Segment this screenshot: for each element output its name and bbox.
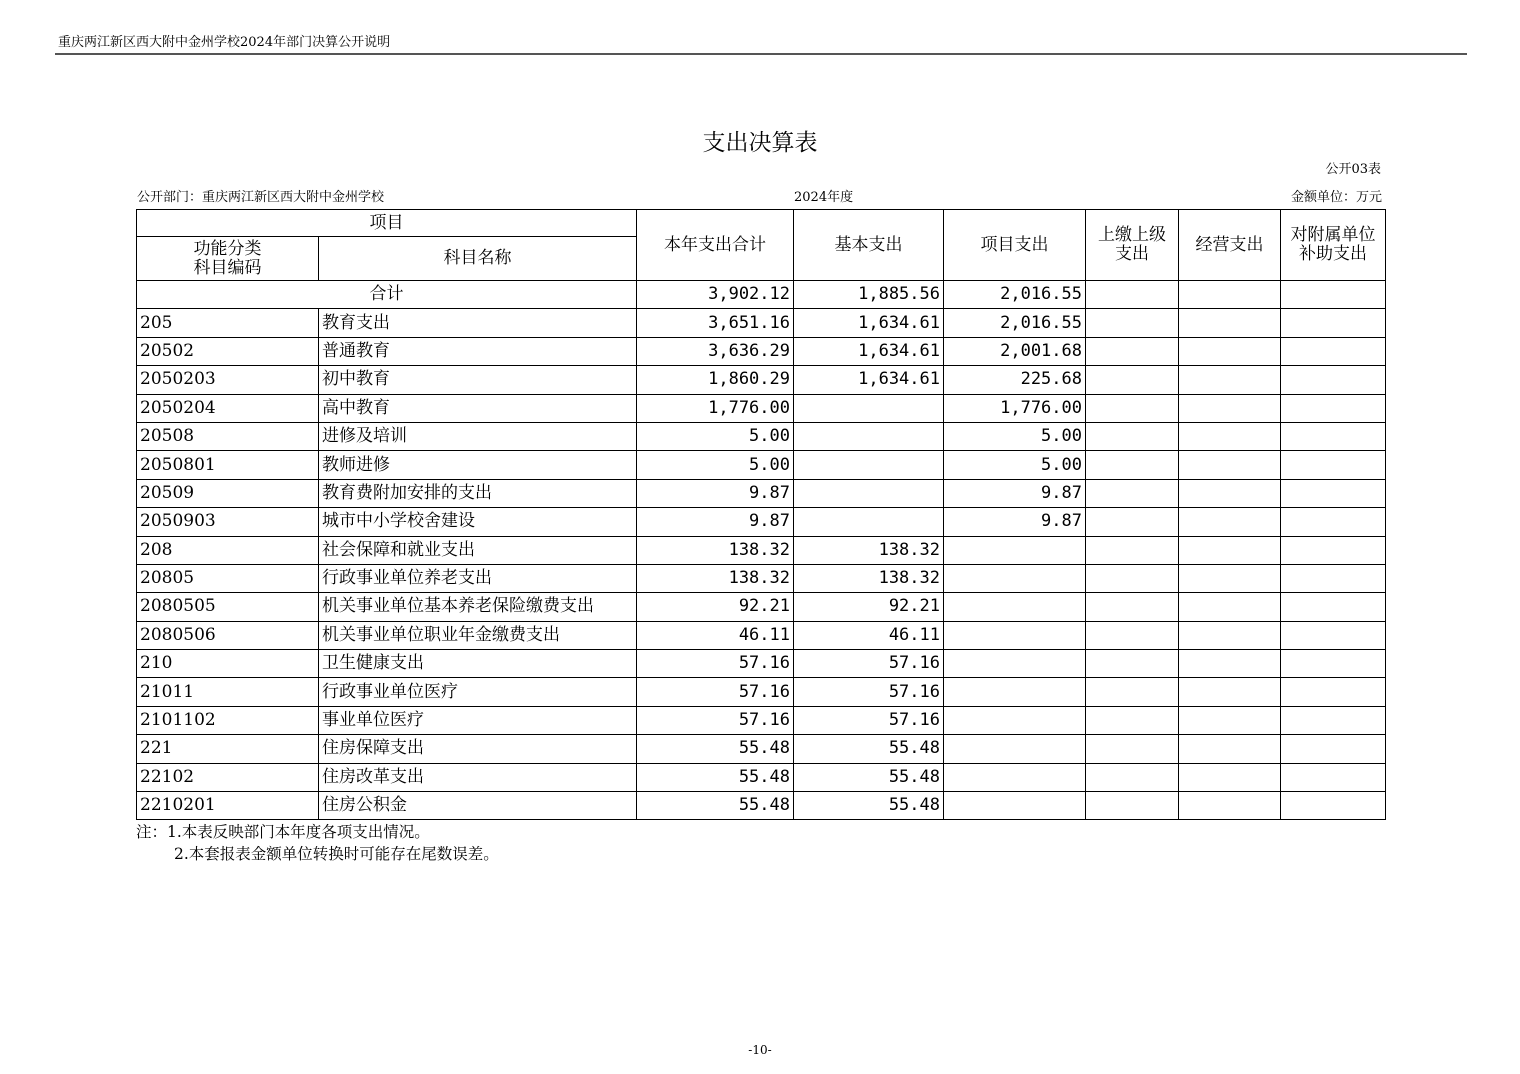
subject-name-cell: 行政事业单位医疗 (319, 678, 637, 706)
table-row (137, 479, 1386, 507)
subject-name-cell: 卫生健康支出 (319, 650, 637, 678)
subsidy-cell (1281, 735, 1386, 763)
subsidy-cell (1281, 508, 1386, 536)
header-rule (55, 53, 1467, 55)
code-cell: 210 (137, 650, 319, 678)
business-cell (1179, 735, 1281, 763)
business-cell (1179, 479, 1281, 507)
business-cell (1179, 422, 1281, 450)
subject-name-cell: 事业单位医疗 (319, 706, 637, 734)
total-cell: 138.32 (637, 564, 794, 592)
department-label: 公开部门：重庆两江新区西大附中金州学校 (137, 190, 385, 205)
basic-cell (794, 508, 944, 536)
upper-cell (1086, 508, 1179, 536)
subsidy-cell (1281, 593, 1386, 621)
total-cell: 9.87 (637, 508, 794, 536)
subject-name-cell: 机关事业单位职业年金缴费支出 (319, 621, 637, 649)
subject-name-cell: 机关事业单位基本养老保险缴费支出 (319, 593, 637, 621)
total-cell: 1,860.29 (637, 366, 794, 394)
subject-name-cell: 进修及培训 (319, 422, 637, 450)
business-cell (1179, 593, 1281, 621)
subject-name-cell: 社会保障和就业支出 (319, 536, 637, 564)
code-cell: 2050204 (137, 394, 319, 422)
upper-cell (1086, 564, 1179, 592)
basic-cell (794, 422, 944, 450)
business-cell (1179, 508, 1281, 536)
upper-cell (1086, 706, 1179, 734)
total-cell: 3,636.29 (637, 337, 794, 365)
code-cell: 20508 (137, 422, 319, 450)
basic-cell (794, 451, 944, 479)
total-cell-project: 2,016.55 (944, 281, 1086, 309)
upper-cell (1086, 394, 1179, 422)
total-cell: 5.00 (637, 451, 794, 479)
project-cell (944, 621, 1086, 649)
subsidy-cell (1281, 337, 1386, 365)
code-cell: 2050801 (137, 451, 319, 479)
subsidy-cell (1281, 479, 1386, 507)
subsidy-cell (1281, 564, 1386, 592)
project-cell (944, 536, 1086, 564)
total-cell: 55.48 (637, 763, 794, 791)
code-cell: 2080506 (137, 621, 319, 649)
table-row (137, 536, 1386, 564)
basic-cell: 57.16 (794, 678, 944, 706)
subsidy-cell (1281, 792, 1386, 820)
project-cell: 225.68 (944, 366, 1086, 394)
total-cell-business (1179, 281, 1281, 309)
table-row (137, 678, 1386, 706)
subject-name-cell: 初中教育 (319, 366, 637, 394)
upper-cell (1086, 479, 1179, 507)
upper-cell (1086, 536, 1179, 564)
project-cell (944, 735, 1086, 763)
basic-cell (794, 394, 944, 422)
subsidy-cell (1281, 650, 1386, 678)
total-row (137, 281, 1386, 309)
table-row (137, 508, 1386, 536)
header-func-code: 功能分类 科目编码 (137, 237, 319, 281)
header-basic: 基本支出 (794, 210, 944, 281)
table-row (137, 422, 1386, 450)
project-cell: 1,776.00 (944, 394, 1086, 422)
subsidy-cell (1281, 366, 1386, 394)
subject-name-cell: 住房保障支出 (319, 735, 637, 763)
project-cell (944, 650, 1086, 678)
business-cell (1179, 621, 1281, 649)
project-cell: 2,016.55 (944, 309, 1086, 337)
table-row (137, 763, 1386, 791)
code-cell: 2050203 (137, 366, 319, 394)
header-total: 本年支出合计 (637, 210, 794, 281)
basic-cell: 1,634.61 (794, 366, 944, 394)
code-cell: 221 (137, 735, 319, 763)
upper-cell (1086, 422, 1179, 450)
project-cell: 5.00 (944, 451, 1086, 479)
code-cell: 2080505 (137, 593, 319, 621)
table-row (137, 650, 1386, 678)
total-cell: 9.87 (637, 479, 794, 507)
total-cell: 5.00 (637, 422, 794, 450)
header-subject-name: 科目名称 (319, 237, 637, 281)
business-cell (1179, 394, 1281, 422)
table-row (137, 451, 1386, 479)
total-cell: 57.16 (637, 678, 794, 706)
code-cell: 20509 (137, 479, 319, 507)
subsidy-cell (1281, 536, 1386, 564)
upper-cell (1086, 366, 1179, 394)
project-cell (944, 763, 1086, 791)
business-cell (1179, 309, 1281, 337)
code-cell: 22102 (137, 763, 319, 791)
basic-cell: 138.32 (794, 564, 944, 592)
table-row (137, 621, 1386, 649)
subject-name-cell: 行政事业单位养老支出 (319, 564, 637, 592)
total-label: 合计 (137, 281, 637, 309)
project-cell (944, 706, 1086, 734)
total-cell: 1,776.00 (637, 394, 794, 422)
total-cell-upper (1086, 281, 1179, 309)
total-cell-subsidy (1281, 281, 1386, 309)
amount-unit-label: 金额单位：万元 (1290, 190, 1382, 205)
total-cell: 138.32 (637, 536, 794, 564)
subsidy-cell (1281, 678, 1386, 706)
subsidy-cell (1281, 422, 1386, 450)
basic-cell: 57.16 (794, 706, 944, 734)
project-cell: 5.00 (944, 422, 1086, 450)
table-row (137, 337, 1386, 365)
upper-cell (1086, 621, 1179, 649)
total-cell: 57.16 (637, 650, 794, 678)
expenditure-table (136, 209, 1386, 820)
page-number: -10- (748, 1043, 772, 1057)
basic-cell (794, 479, 944, 507)
project-cell (944, 792, 1086, 820)
code-cell: 205 (137, 309, 319, 337)
subsidy-cell (1281, 621, 1386, 649)
subject-name-cell: 高中教育 (319, 394, 637, 422)
total-cell-basic: 1,885.56 (794, 281, 944, 309)
project-cell: 9.87 (944, 508, 1086, 536)
basic-cell: 46.11 (794, 621, 944, 649)
basic-cell: 1,634.61 (794, 309, 944, 337)
note-line-1: 注：1.本表反映部门本年度各项支出情况。 (136, 823, 430, 841)
total-cell: 92.21 (637, 593, 794, 621)
business-cell (1179, 792, 1281, 820)
upper-cell (1086, 735, 1179, 763)
table-row (137, 593, 1386, 621)
upper-cell (1086, 309, 1179, 337)
project-cell (944, 678, 1086, 706)
table-row (137, 564, 1386, 592)
basic-cell: 55.48 (794, 792, 944, 820)
basic-cell: 92.21 (794, 593, 944, 621)
header-upper: 上缴上级 支出 (1086, 210, 1179, 281)
business-cell (1179, 678, 1281, 706)
subsidy-cell (1281, 451, 1386, 479)
upper-cell (1086, 650, 1179, 678)
basic-cell: 55.48 (794, 763, 944, 791)
subject-name-cell: 教育支出 (319, 309, 637, 337)
upper-cell (1086, 593, 1179, 621)
subsidy-cell (1281, 309, 1386, 337)
subsidy-cell (1281, 763, 1386, 791)
table-row (137, 735, 1386, 763)
total-cell: 3,651.16 (637, 309, 794, 337)
subsidy-cell (1281, 706, 1386, 734)
basic-cell: 1,634.61 (794, 337, 944, 365)
note-line-2: 2.本套报表金额单位转换时可能存在尾数误差。 (174, 845, 499, 863)
project-cell: 9.87 (944, 479, 1086, 507)
code-cell: 2210201 (137, 792, 319, 820)
upper-cell (1086, 792, 1179, 820)
project-cell (944, 593, 1086, 621)
table-notes (136, 821, 499, 865)
subject-name-cell: 教师进修 (319, 451, 637, 479)
fiscal-year-label: 2024年度 (794, 190, 854, 205)
upper-cell (1086, 678, 1179, 706)
subject-name-cell: 住房改革支出 (319, 763, 637, 791)
business-cell (1179, 763, 1281, 791)
code-cell: 2101102 (137, 706, 319, 734)
upper-cell (1086, 763, 1179, 791)
total-cell: 46.11 (637, 621, 794, 649)
code-cell: 21011 (137, 678, 319, 706)
table-row (137, 394, 1386, 422)
code-cell: 2050903 (137, 508, 319, 536)
project-cell: 2,001.68 (944, 337, 1086, 365)
table-row (137, 706, 1386, 734)
total-cell: 55.48 (637, 792, 794, 820)
business-cell (1179, 337, 1281, 365)
header-project: 项目 (137, 210, 637, 237)
header-business: 经营支出 (1179, 210, 1281, 281)
table-row (137, 366, 1386, 394)
business-cell (1179, 536, 1281, 564)
header-subsidy: 对附属单位 补助支出 (1281, 210, 1386, 281)
running-header-title: 重庆两江新区西大附中金州学校2024年部门决算公开说明 (58, 35, 391, 50)
basic-cell: 55.48 (794, 735, 944, 763)
business-cell (1179, 564, 1281, 592)
upper-cell (1086, 337, 1179, 365)
total-cell: 57.16 (637, 706, 794, 734)
subject-name-cell: 教育费附加安排的支出 (319, 479, 637, 507)
header-project-expenditure: 项目支出 (944, 210, 1086, 281)
subject-name-cell: 城市中小学校舍建设 (319, 508, 637, 536)
upper-cell (1086, 451, 1179, 479)
subsidy-cell (1281, 394, 1386, 422)
total-cell-total: 3,902.12 (637, 281, 794, 309)
total-cell: 55.48 (637, 735, 794, 763)
basic-cell: 138.32 (794, 536, 944, 564)
business-cell (1179, 650, 1281, 678)
business-cell (1179, 451, 1281, 479)
business-cell (1179, 366, 1281, 394)
report-meta (137, 186, 1382, 204)
code-cell: 208 (137, 536, 319, 564)
subject-name-cell: 普通教育 (319, 337, 637, 365)
code-cell: 20805 (137, 564, 319, 592)
report-title: 支出决算表 (702, 130, 818, 156)
business-cell (1179, 706, 1281, 734)
code-cell: 20502 (137, 337, 319, 365)
subject-name-cell: 住房公积金 (319, 792, 637, 820)
project-cell (944, 564, 1086, 592)
table-row (137, 792, 1386, 820)
form-number: 公开03表 (1325, 162, 1381, 177)
table-row (137, 309, 1386, 337)
basic-cell: 57.16 (794, 650, 944, 678)
